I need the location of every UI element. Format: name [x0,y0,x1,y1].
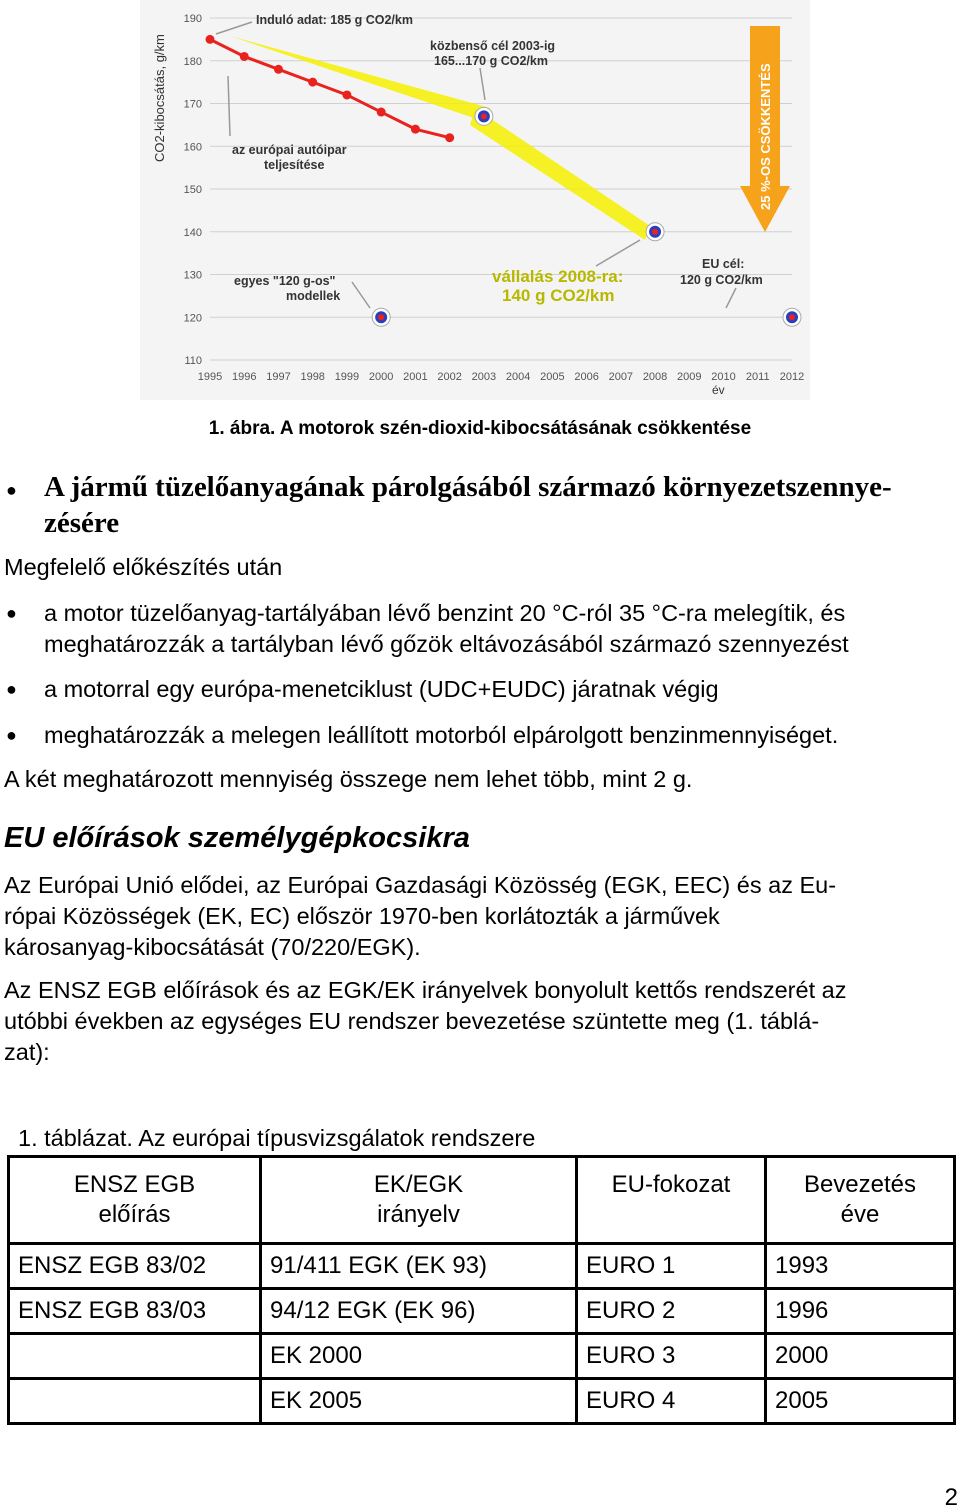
figure-caption-prefix: 1. ábra. [208,418,276,439]
table-cell: EURO 4 [577,1379,766,1424]
header-cell-euro-stage: EU-fokozat [577,1157,766,1244]
data-point [411,125,420,134]
table-cell: 2000 [766,1334,955,1379]
x-tick-label: 2005 [540,371,565,383]
y-tick-label: 180 [183,55,202,68]
y-tick-label: 120 [183,312,202,325]
x-tick-label: 1996 [231,371,257,383]
x-axis-label: év [712,383,725,397]
data-point [240,52,249,61]
annotation-industry-2: teljesítése [264,158,325,172]
x-tick-label: 1998 [300,371,325,383]
y-axis-ticks [184,13,202,367]
list-item: meghatározzák a melegen leállított motorból elpárolgott benzinmennyiséget. [44,722,839,748]
sum-note: A két meghatározott mennyiség összege nem lehet több, mint 2 g. [4,766,693,792]
table-cell: 2005 [766,1379,955,1424]
target-marker-center [378,314,384,320]
paragraph-line: károsanyag-kibocsátását (70/220/EGK). [4,934,421,960]
annotation-models-1: egyes "120 g-os" [234,274,336,288]
header-cell-ece: ENSZ EGB előírás [9,1157,261,1244]
x-tick-label: 2001 [403,371,428,383]
table-row [9,1379,955,1424]
table-cell: EK 2000 [261,1334,577,1379]
data-point [377,108,386,117]
section-heading-eu: EU előírások személygépkocsikra [4,822,470,854]
list-item: a motorral egy európa-menetciklust (UDC+EUDC) járatnak végig [44,676,719,702]
paragraph-history [4,870,836,963]
paragraph-line: zat): [4,1039,50,1065]
page-number: 2 [944,1484,958,1511]
table-cell: ENSZ EGB 83/02 [9,1244,261,1289]
data-point [445,133,454,142]
table-cell: EK 2005 [261,1379,577,1424]
header-cell-directive: EK/EGK irányelv [261,1157,577,1244]
list-item-continued: meghatározzák a tartályban lévő gőzök eltávozásából származó szennyezést [44,631,849,657]
paragraph-line: rópai Közösségek (EK, EC) először 1970-ben korlátozták a járművek [4,903,720,929]
x-tick-label: 2008 [642,371,668,383]
data-point [274,65,283,74]
heading-line-2: zésére [44,507,120,539]
y-tick-label: 110 [184,355,202,367]
paragraph-line: Az Európai Unió elődei, az Európai Gazdasági Közösség (EGK, EEC) és az Eu- [4,872,837,898]
y-tick-label: 190 [183,13,202,25]
x-tick-label: 2010 [711,371,736,383]
x-tick-label: 1997 [266,371,291,383]
table-row [9,1334,955,1379]
co2-reduction-chart [140,0,810,400]
target-marker-center [481,113,487,119]
bullet-icon: ● [6,480,17,500]
bullet-icon: ● [6,603,17,623]
table-header-row [9,1157,955,1244]
x-tick-label: 2011 [745,371,770,383]
list-item: a motor tüzelőanyag-tartályában lévő benzint 20 °C-ról 35 °C-ra melegítik, és [44,600,846,626]
table-cell: 1993 [766,1244,955,1289]
y-tick-label: 130 [183,269,202,282]
y-tick-label: 160 [183,141,202,154]
table-cell: EURO 2 [577,1289,766,1334]
target-marker-center [789,314,795,320]
table-cell: 1996 [766,1289,955,1334]
type-approval-table [7,1155,956,1425]
x-tick-label: 2012 [779,371,805,383]
table-cell [9,1379,261,1424]
table-cell: 91/411 EGK (EK 93) [261,1244,577,1289]
paragraph-line: Az ENSZ EGB előírások és az EGK/EK irányelvek bonyolult kettős rendszerét az [4,977,847,1003]
annotation-eu-1: EU cél: [702,257,745,271]
x-tick-label: 2006 [574,371,599,383]
section-heading-evaporation [44,469,949,541]
table-cell: ENSZ EGB 83/03 [9,1289,261,1334]
bullet-icon: ● [6,725,17,745]
data-point [308,78,317,87]
data-point [206,35,215,44]
annotation-models-2: modellek [286,289,341,303]
table-cell: 94/12 EGK (EK 96) [261,1289,577,1334]
figure-caption-text: A motorok szén-dioxid-kibocsátásának csökkentése [275,418,752,439]
annotation-eu-2: 120 g CO2/km [680,273,763,287]
y-axis-label: CO2-kibocsátás, g/km [152,34,167,162]
x-tick-label: 2003 [471,371,497,383]
target-marker-center [652,229,658,235]
annotation-mid-1: közbenső cél 2003-ig [430,39,556,53]
x-tick-label: 1995 [197,371,223,383]
intro-text: Megfelelő előkészítés után [4,554,283,580]
table-row [9,1289,955,1334]
x-tick-label: 2009 [677,371,702,383]
paragraph-line: utóbbi években az egységes EU rendszer bevezetése szüntette meg (1. táblá- [4,1008,820,1034]
x-tick-label: 2000 [368,371,394,383]
data-point [342,90,351,99]
heading-line-1: A jármű tüzelőanyagának párolgásából származó környezetszennye- [44,471,892,503]
bullet-icon: ● [6,679,17,699]
annotation-start: Induló adat: 185 g CO2/km [256,13,413,27]
paragraph-system [4,975,846,1068]
table-cell: EURO 1 [577,1244,766,1289]
annotation-industry-1: az európai autóipar [232,143,347,157]
x-tick-label: 1999 [334,371,360,383]
y-tick-label: 170 [183,98,202,111]
reduction-arrow-label: 25 %-OS CSÖKKENTÉS [758,63,773,210]
x-tick-label: 2007 [608,371,634,383]
table-cell [9,1334,261,1379]
x-tick-label: 2004 [505,371,531,383]
annotation-mid-2: 165...170 g CO2/km [434,54,548,68]
table-cell: EURO 3 [577,1334,766,1379]
table-row [9,1244,955,1289]
table-caption: 1. táblázat. Az európai típusvizsgálatok rendszere [18,1125,536,1151]
y-tick-label: 150 [183,184,202,196]
annotation-commit-2: 140 g CO2/km [502,286,615,305]
figure-caption [0,418,960,440]
y-tick-label: 140 [183,226,202,239]
header-cell-year: Bevezetés éve [766,1157,955,1244]
x-tick-label: 2002 [437,371,462,383]
annotation-commit-1: vállalás 2008-ra: [492,267,624,286]
